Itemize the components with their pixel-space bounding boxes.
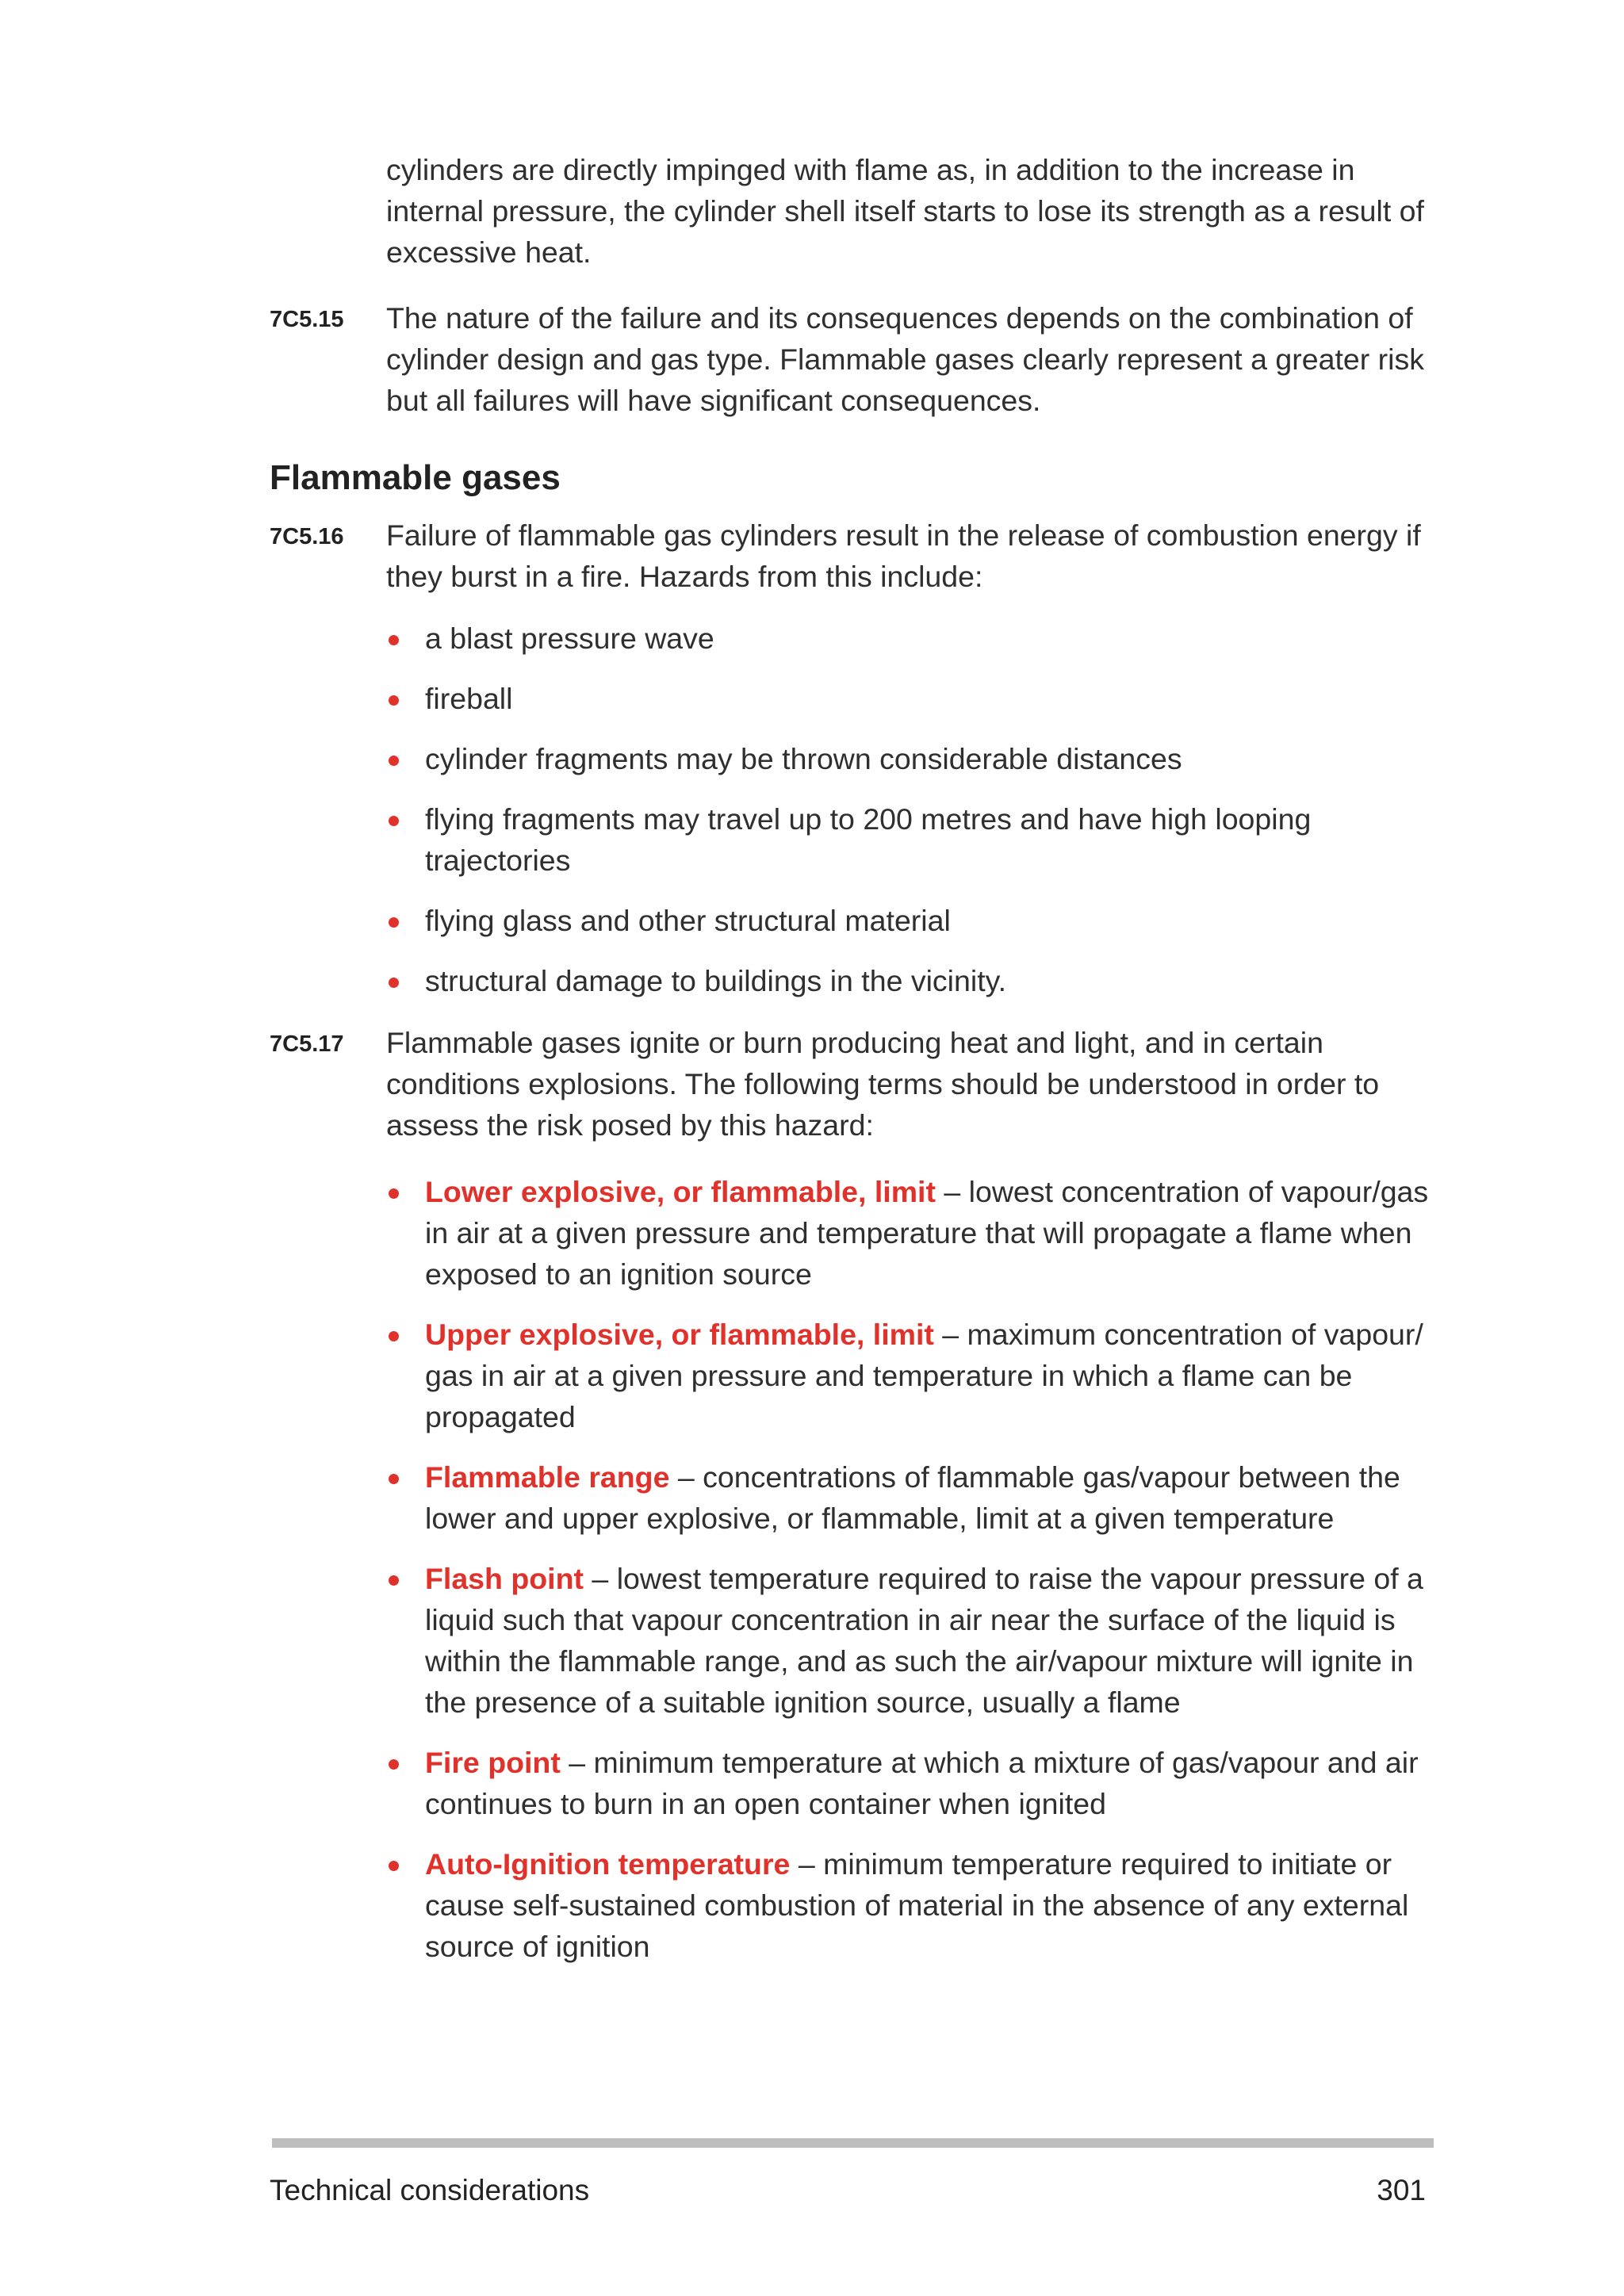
paragraph-text: Failure of flammable gas cylinders result in the release of combustion energy if they burst in a fire. Hazards from this include:	[386, 519, 1421, 593]
bullet-icon	[389, 635, 399, 645]
term-item	[386, 1314, 1441, 1437]
bullet-icon	[389, 695, 399, 706]
list-item-text: structural damage to buildings in the vicinity.	[425, 964, 1007, 997]
term-label: Lower explosive, or flammable, limit	[425, 1175, 936, 1208]
term-item	[386, 1742, 1441, 1824]
list-item	[386, 618, 1443, 659]
bullet-icon	[389, 1575, 399, 1586]
term-label: Auto-Ignition temperature	[425, 1847, 791, 1881]
paragraph-7c5-17	[270, 1022, 1443, 1146]
term-definition: – concentrations of flammable gas/vapour between the lower and upper explosive, or flammable, limit at a given temperature	[425, 1460, 1400, 1535]
list-item	[386, 678, 1443, 719]
paragraph-text: Flammable gases ignite or burn producing heat and light, and in certain conditions explosions. The following terms should be understood in order to assess the risk posed by this hazard:	[386, 1026, 1380, 1142]
intro-continuation-paragraph: cylinders are directly impinged with flame as, in addition to the increase in internal pressure, the cylinder shell itself starts to lose its strength as a result of excessive heat.	[386, 153, 1424, 269]
term-label: Upper explosive, or flammable, limit	[425, 1318, 934, 1351]
bullet-icon	[389, 978, 399, 988]
bullet-icon	[389, 1861, 399, 1871]
term-item	[386, 1558, 1441, 1723]
section-heading: Flammable gases	[270, 458, 561, 497]
list-item-text: flying fragments may travel up to 200 metres and have high looping trajectories	[425, 802, 1312, 877]
term-item	[386, 1456, 1441, 1539]
hazard-list	[386, 618, 1443, 1001]
bullet-icon	[389, 1188, 399, 1199]
paragraph-number: 7C5.17	[270, 1031, 344, 1057]
list-item-text: a blast pressure wave	[425, 622, 714, 655]
paragraph-number: 7C5.16	[270, 524, 344, 549]
term-definition: – minimum temperature required to initiate or cause self-sustained combustion of material in the absence of any external source of ignition	[425, 1847, 1409, 1963]
bullet-icon	[389, 1331, 399, 1341]
bullet-icon	[389, 756, 399, 766]
footer-divider	[272, 2138, 1434, 2148]
terms-list	[386, 1171, 1441, 1967]
list-item-text: flying glass and other structural material	[425, 904, 951, 937]
term-definition: – lowest concentration of vapour/gas in air at a given pressure and temperature that will propagate a flame when exposed to an ignition source	[425, 1175, 1429, 1291]
term-definition: – lowest temperature required to raise the vapour pressure of a liquid such that vapour concentration in air near the surface of the liquid is within the flammable range, and as such the air/vapour mixture will ignite in the presence of a suitable ignition source, usually a flame	[425, 1562, 1423, 1719]
term-definition: – maximum concentration of vapour/ gas in air at a given pressure and temperature in which a flame can be propagated	[425, 1318, 1423, 1433]
term-item	[386, 1171, 1441, 1295]
page-content	[270, 149, 1443, 1967]
bullet-icon	[389, 917, 399, 928]
list-item	[386, 900, 1443, 941]
footer-section-title: Technical considerations	[270, 2174, 590, 2206]
term-item	[386, 1843, 1441, 1967]
list-item	[386, 738, 1443, 779]
paragraph-number: 7C5.15	[270, 307, 344, 332]
term-label: Flammable range	[425, 1460, 670, 1494]
paragraph-7c5-16	[270, 515, 1443, 597]
term-label: Fire point	[425, 1746, 561, 1779]
list-item	[386, 798, 1377, 881]
bullet-icon	[389, 1759, 399, 1770]
bullet-icon	[389, 816, 399, 826]
page-number: 301	[1377, 2174, 1426, 2206]
paragraph-7c5-15	[270, 297, 1443, 421]
list-item	[386, 960, 1443, 1001]
list-item-text: fireball	[425, 682, 513, 715]
bullet-icon	[389, 1474, 399, 1484]
term-label: Flash point	[425, 1562, 584, 1595]
paragraph-text: The nature of the failure and its consequences depends on the combination of cylinder design and gas type. Flammable gases clearly represent a greater risk but all failures will have significant consequences.	[386, 301, 1424, 417]
list-item-text: cylinder fragments may be thrown considerable distances	[425, 742, 1182, 775]
term-definition: – minimum temperature at which a mixture of gas/vapour and air continues to burn in an open container when ignited	[425, 1746, 1419, 1820]
